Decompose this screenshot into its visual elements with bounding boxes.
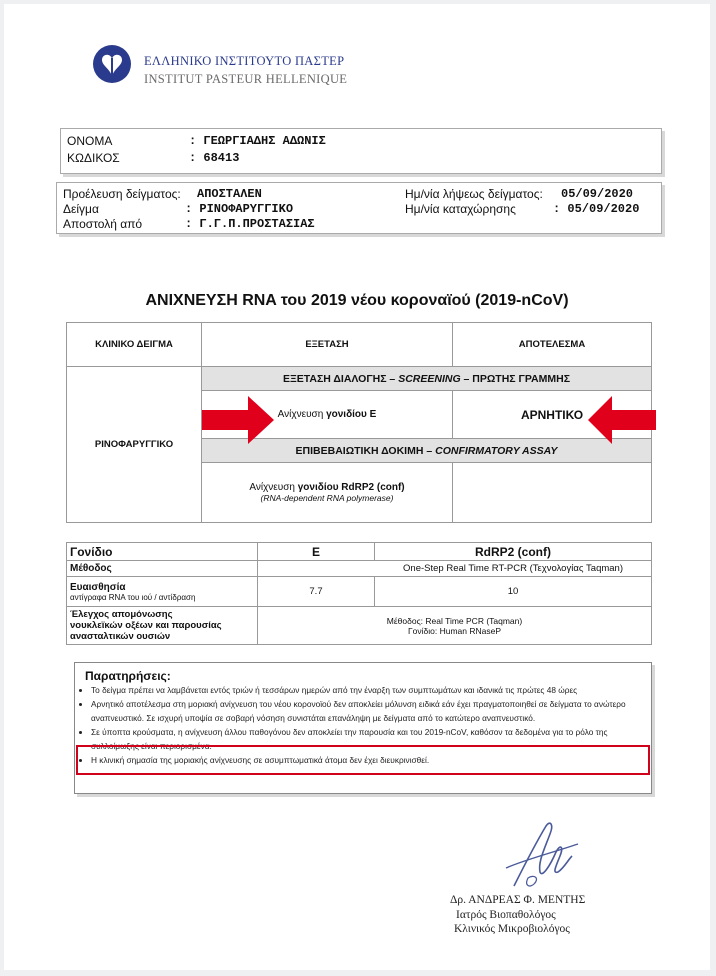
gene-e-cell: Ανίχνευση γονιδίου Ε — [202, 391, 453, 439]
rdrp-cell: Ανίχνευση γονιδίου RdRP2 (conf) (RNA-dependent RNA polymerase) — [202, 463, 453, 523]
highlight-box — [76, 745, 650, 775]
institute-name-greek: ΕΛΛΗΝΙΚΟ ΙΝΣΤΙΤΟΥΤΟ ΠΑΣΤΕΡ — [144, 54, 345, 68]
code-label: ΚΩΔΙΚΟΣ — [67, 151, 120, 165]
method-value: One-Step Real Time RT-PCR (Τεχνολογίας Taqman) — [258, 561, 652, 577]
type-value: : ΡΙΝΟΦΑΡΥΓΓΙΚΟ — [185, 202, 294, 216]
sensitivity-rdrp: 10 — [375, 577, 652, 607]
name-value: : ΓΕΩΡΓΙΑΔΗΣ ΑΔΩΝΙΣ — [189, 134, 326, 148]
lab-report-page — [4, 4, 710, 970]
col-sample-header: ΚΛΙΝΙΚΟ ΔΕΙΓΜΑ — [67, 323, 202, 367]
gene-e-result: ΑΡΝΗΤΙΚΟ — [453, 391, 652, 439]
report-title: ΑΝΙΧΝΕΥΣΗ RNA του 2019 νέου κοροναϊού (2019-nCoV) — [145, 292, 569, 309]
doctor-title-2: Κλινικός Μικροβιολόγος — [454, 923, 570, 935]
institute-name-french: INSTITUT PASTEUR HELLENIQUE — [144, 72, 348, 86]
method-label: Μέθοδος — [67, 561, 258, 577]
extraction-control-label: Έλεγχος απομόνωσης νουκλεϊκών οξέων και παρουσίας ανασταλτικών ουσιών — [67, 607, 258, 645]
collection-date-label: Ημ/νία λήψεως δείγματος: — [405, 187, 543, 201]
left-red-arrow-icon — [202, 396, 274, 444]
screening-header: ΕΞΕΤΑΣΗ ΔΙΑΛΟΓΗΣ – SCREENING – ΠΡΩΤΗΣ ΓΡΑΜΜΗΣ — [202, 367, 652, 391]
doctor-title-1: Ιατρός Βιοπαθολόγος — [456, 909, 556, 921]
extraction-control-value: Μέθοδος: Real Time PCR (Taqman) Γονίδιο: Human RNaseP — [258, 607, 652, 645]
note-item: • Αρνητικό αποτέλεσμα στη μοριακή ανίχνευση του νέου κορονοϊού δεν αποκλείει μόλυνση ειδικά εάν έχει πραγματοποιηθεί σε δείγματα το ανώτερο αναπνευστικό. Σε ισχυρή υποψία σε σοβαρή νόσηση συνιστάται επανάληψη με δείγματα από το κατώτερο αναπνευστικό. — [91, 697, 647, 725]
code-value: : 68413 — [189, 151, 240, 165]
rdrp-result — [453, 463, 652, 523]
origin-value: ΑΠΟΣΤΑΛΕΝ — [197, 187, 262, 201]
doctor-name: Δρ. ΑΝΔΡΕΑΣ Φ. ΜΕΝΤΗΣ — [450, 894, 586, 906]
method-table — [66, 542, 652, 645]
collection-date-value: 05/09/2020 — [561, 187, 634, 201]
note-item: • Το δείγμα πρέπει να λαμβάνεται εντός τριών ή τεσσάρων ημερών από την έναρξη των συμπτωμάτων και ιδανικά τις πρώτες 48 ώρες — [91, 683, 647, 697]
col-result-header: ΑΠΟΤΕΛΕΣΜΑ — [453, 323, 652, 367]
sensitivity-label: Ευαισθησία αντίγραφα RNA του ιού / αντίδραση — [67, 577, 258, 607]
registration-date-value: : 05/09/2020 — [553, 202, 640, 216]
sensitivity-e: 7.7 — [258, 577, 375, 607]
col-test-header: ΕΞΕΤΑΣΗ — [202, 323, 453, 367]
sender-value: : Γ.Γ.Π.ΠΡΟΣΤΑΣΙΑΣ — [185, 217, 315, 231]
name-label: ΟΝΟΜΑ — [67, 134, 113, 148]
gene-e-header: E — [258, 543, 375, 561]
note-item: • Η κλινική σημασία της μοριακής ανίχνευσης σε ασυμπτωματικά άτομα δεν έχει διευκρινισθεί. — [91, 753, 647, 767]
sample-box — [56, 182, 662, 234]
origin-label: Προέλευση δείγματος: — [63, 187, 181, 201]
note-item: • Σε ύποπτα κρούσματα, η ανίχνευση άλλου παθογόνου δεν αποκλείει την παρουσία και του 2019-nCoV, καθόσον τα δεδομένα για το ρόλο της συλλοίμωξης είναι περιορισμένα. — [91, 725, 647, 753]
institute-logo — [92, 44, 392, 94]
right-red-arrow-icon — [588, 396, 656, 444]
results-table — [66, 322, 652, 523]
sample-type-cell: ΡΙΝΟΦΑΡΥΓΓΙΚΟ — [67, 367, 202, 523]
pasteur-emblem-icon — [92, 44, 136, 84]
gene-rdrp-header: RdRP2 (conf) — [375, 543, 652, 561]
patient-box — [60, 128, 662, 174]
confirm-header: ΕΠΙΒΕΒΑΙΩΤΙΚΗ ΔΟΚΙΜΗ – CONFIRMATORY ASSAY — [202, 439, 652, 463]
registration-date-label: Ημ/νία καταχώρησης — [405, 202, 516, 216]
notes-title: Παρατηρήσεις: — [85, 669, 171, 683]
sender-label: Αποστολή από — [63, 217, 143, 231]
signature-icon — [494, 816, 584, 896]
type-label: Δείγμα — [63, 202, 99, 216]
gene-label: Γονίδιο — [67, 543, 258, 561]
